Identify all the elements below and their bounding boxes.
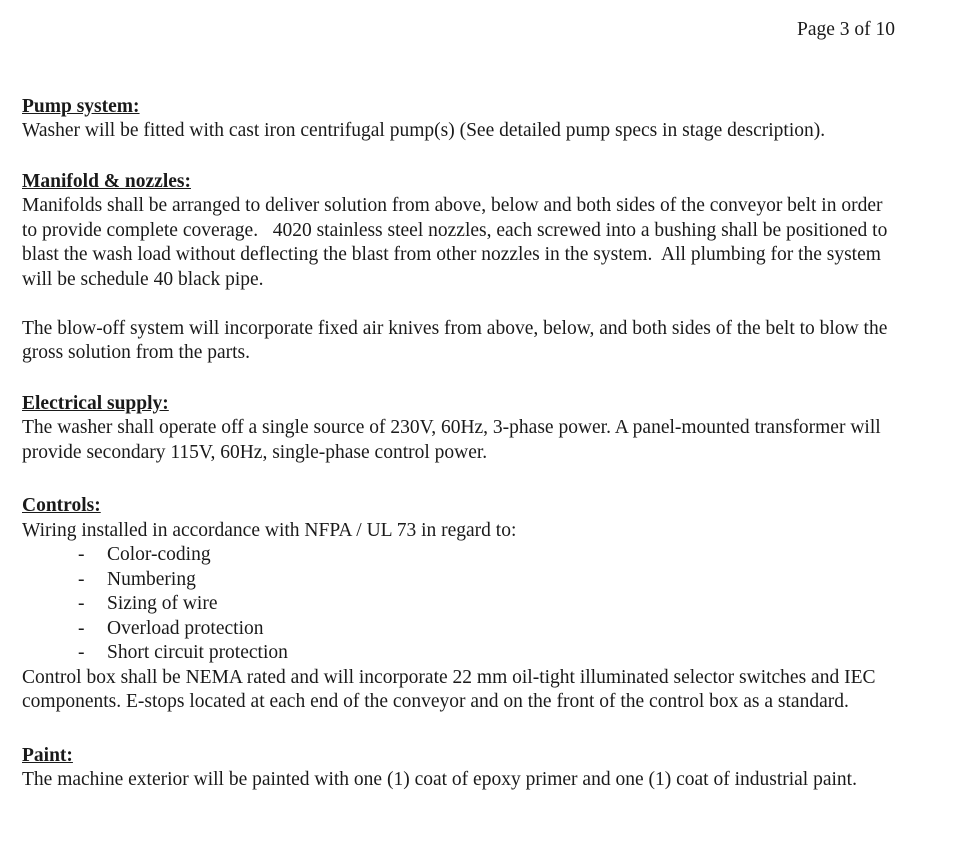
bullet-text: Color-coding <box>107 544 211 565</box>
section-heading-electrical-supply: Electrical supply: <box>22 392 169 414</box>
bullet-dash: - <box>78 544 85 565</box>
section-manifold-nozzles <box>22 170 895 366</box>
bullet-dash: - <box>78 568 85 590</box>
section-heading-pump-system: Pump system: <box>22 95 140 117</box>
section-pump-system <box>22 95 895 144</box>
bullet-item <box>22 543 895 568</box>
section-heading-controls: Controls: <box>22 495 101 516</box>
paragraph: The machine exterior will be painted with one (1) coat of epoxy primer and one (1) coat of industrial paint. <box>22 769 857 790</box>
paragraph: Wiring installed in accordance with NFPA / UL 73 in regard to: <box>22 519 517 541</box>
bullet-item <box>22 641 895 666</box>
bullet-text: Numbering <box>107 568 196 590</box>
section-electrical-supply <box>22 392 895 466</box>
bullet-item <box>22 592 895 617</box>
bullet-text: Overload protection <box>107 617 264 639</box>
paragraph: Control box shall be NEMA rated and will incorporate 22 mm oil-tight illuminated selector switches and IEC components. E-stops located at each end of the conveyor and on the front of the control box as a standard. <box>22 666 881 712</box>
page-number: Page 3 of 10 <box>796 19 895 40</box>
controls-bullet-list <box>22 543 895 666</box>
section-heading-manifold-nozzles: Manifold & nozzles: <box>22 170 191 192</box>
paragraph: The blow-off system will incorporate fixed air knives from above, below, and both sides of the belt to blow the gross solution from the parts. <box>22 317 893 363</box>
bullet-text: Sizing of wire <box>107 593 218 614</box>
bullet-text: Short circuit protection <box>107 642 288 663</box>
bullet-dash: - <box>78 617 85 639</box>
bullet-dash: - <box>78 642 85 663</box>
paragraph: Manifolds shall be arranged to deliver solution from above, below and both sides of the conveyor belt in order to provide complete coverage. 4020 stainless steel nozzles, each screwed into a bushing shall be positioned to blast the wash load without deflecting the blast from other nozzles in the system. All plumbing for the system will be schedule 40 black pipe. <box>22 195 893 290</box>
bullet-item <box>22 617 895 642</box>
bullet-dash: - <box>78 593 85 614</box>
paragraph: Washer will be fitted with cast iron centrifugal pump(s) (See detailed pump specs in stage description). <box>22 120 826 141</box>
section-paint <box>22 744 895 793</box>
section-heading-paint: Paint: <box>22 744 73 766</box>
paragraph: The washer shall operate off a single source of 230V, 60Hz, 3-phase power. A panel-mounted transformer will provide secondary 115V, 60Hz, single-phase control power. <box>22 417 886 463</box>
section-controls <box>22 494 895 715</box>
bullet-item <box>22 568 895 593</box>
